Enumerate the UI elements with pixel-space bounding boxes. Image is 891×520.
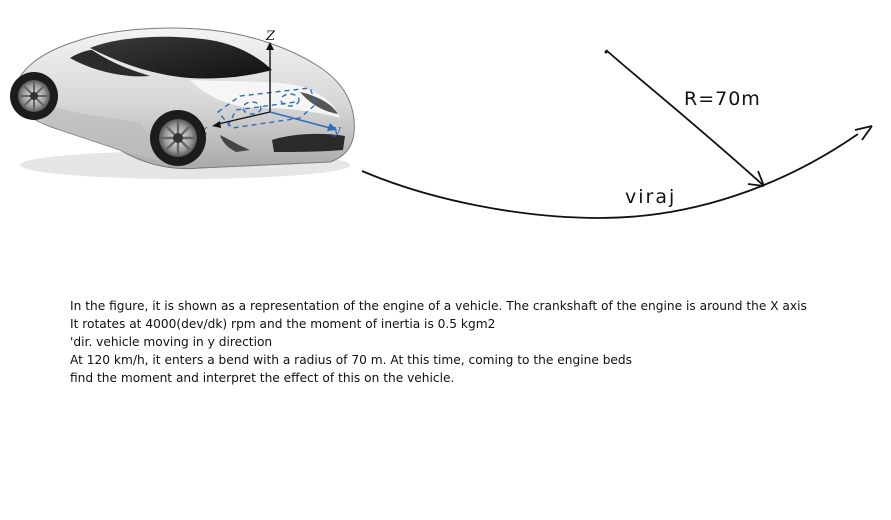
problem-statement [70, 297, 810, 387]
bend-label: viraj [625, 186, 677, 208]
problem-line-5: find the moment and interpret the effect of this on the vehicle. [70, 371, 455, 385]
problem-line-2: It rotates at 4000(dev/dk) rpm and the moment of inertia is 0.5 kgm2 [70, 317, 496, 331]
radius-label: R=70m [684, 88, 761, 110]
problem-line-4: At 120 km/h, it enters a bend with a radius of 70 m. At this time, coming to the engine beds [70, 353, 633, 367]
z-axis-label: Z [266, 29, 276, 44]
problem-line-1: In the figure, it is shown as a representation of the engine of a vehicle. The crankshaft of the engine is around the X axis [70, 299, 807, 313]
bend-path [362, 50, 872, 218]
vehicle-bend-figure [0, 0, 891, 240]
x-axis-label: x [200, 123, 208, 138]
car-illustration [10, 28, 354, 179]
y-axis-label: y [333, 123, 341, 138]
problem-line-3: 'dir. vehicle moving in y direction [70, 335, 273, 349]
